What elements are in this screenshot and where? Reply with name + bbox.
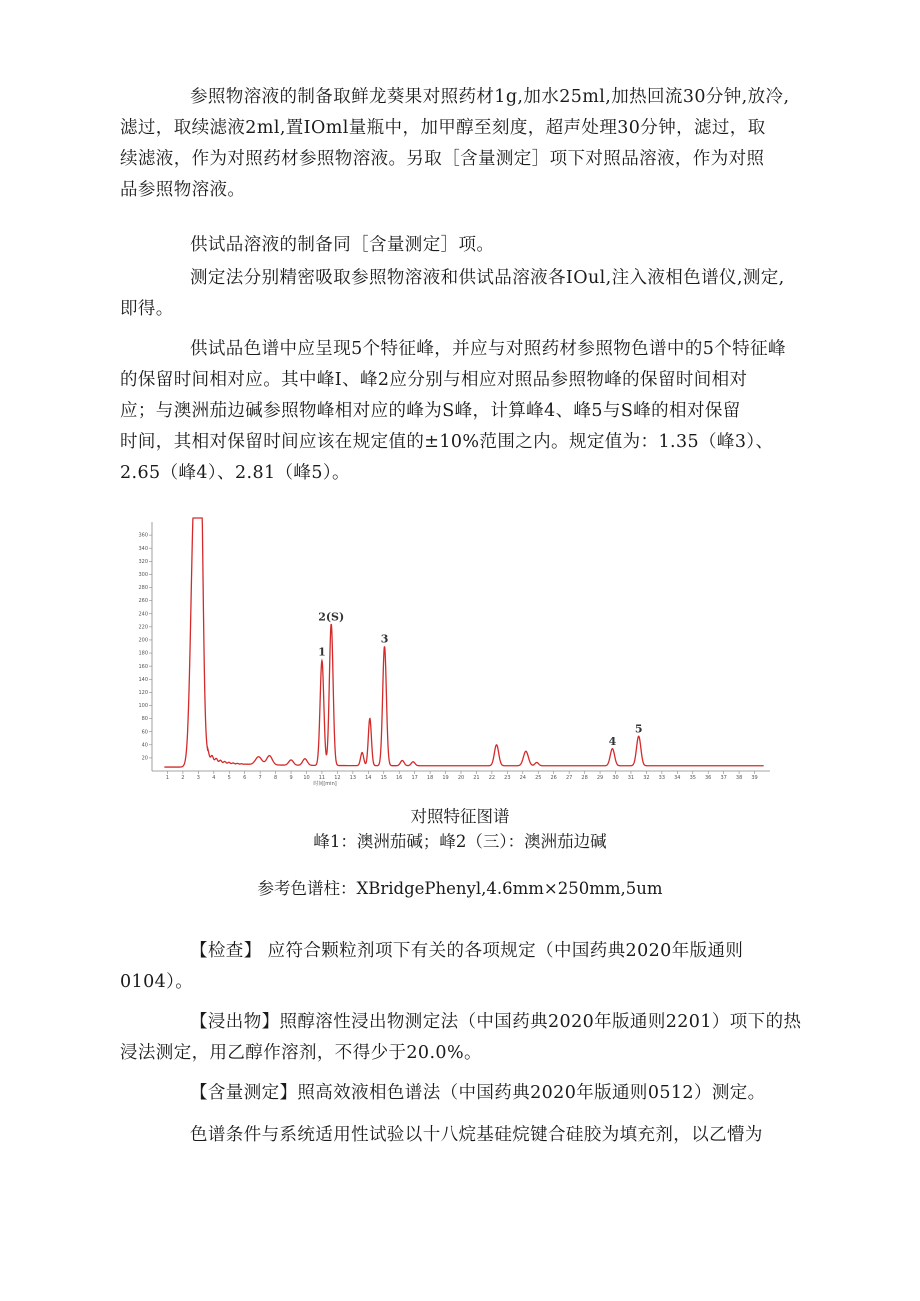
y-tick-label: 180 — [138, 650, 148, 657]
x-tick-label: 7 — [258, 775, 262, 781]
peak-label-4: 4 — [608, 734, 617, 748]
text-line: 0104）。 — [120, 972, 194, 992]
text-line: 【检查】 应符合颗粒剂项下有关的各项规定（中国药典2020年版通则 — [190, 941, 744, 961]
text-line: 2.65（峰4）、2.81（峰5）。 — [120, 463, 350, 483]
y-tick-label: 140 — [138, 676, 148, 683]
x-tick-label: 27 — [565, 775, 573, 781]
paragraph-assay — [155, 1078, 805, 1109]
x-tick-label: 1 — [165, 775, 170, 781]
chromatogram-chart — [140, 518, 776, 796]
x-tick-label: 39 — [751, 775, 758, 781]
text-line: 的保留时间相对应。其中峰I、峰2应分别与相应对照品参照物峰的保留时间相对 — [120, 370, 748, 390]
x-tick-label: 30 — [612, 775, 619, 781]
x-tick-label: 6 — [243, 775, 247, 781]
x-tick-label: 16 — [396, 775, 403, 781]
x-tick-label: 5 — [227, 775, 231, 781]
x-tick-label: 32 — [643, 775, 650, 781]
text-line: 【含量测定】照高效液相色谱法（中国药典2020年版通则0512）测定。 — [190, 1083, 766, 1103]
text-line: 即得。 — [120, 299, 174, 319]
x-tick-label: 3 — [196, 775, 200, 781]
text-line: 参照物溶液的制备取鲜龙葵果对照药材1g,加水25ml,加热回流30分钟,放冷, — [190, 87, 790, 107]
x-tick-label: 38 — [735, 775, 743, 781]
text-line: 滤过，取续滤液2ml,置IOml量瓶中，加甲醇至刻度，超声处理30分钟，滤过，取 — [120, 118, 766, 138]
text-line: 色谱条件与系统适用性试验以十八烷基硅烷键合硅胶为填充剂，以乙懵为 — [190, 1125, 763, 1145]
y-tick-label: 280 — [138, 585, 148, 592]
peak-label-3: 3 — [380, 632, 389, 646]
x-tick-label: 24 — [519, 775, 526, 781]
x-tick-label: 31 — [627, 775, 635, 781]
y-tick-label: 260 — [138, 598, 148, 605]
x-tick-label: 33 — [658, 775, 666, 781]
x-tick-label: 25 — [535, 775, 542, 781]
y-tick-label: 240 — [138, 611, 148, 618]
figure-title: 对照特征图谱 — [410, 807, 510, 826]
y-tick-label: 200 — [138, 637, 148, 644]
text-line: 品参照物溶液。 — [120, 180, 246, 200]
text-line: 【浸出物】照醇溶性浸出物测定法（中国药典2020年版通则2201）项下的热 — [190, 1012, 802, 1032]
x-tick-label: 29 — [596, 775, 604, 781]
paragraph-extract — [120, 1007, 805, 1069]
x-tick-label: 14 — [365, 775, 372, 781]
paragraph-chromatography-conditions — [155, 1120, 805, 1151]
x-tick-label: 35 — [689, 775, 696, 781]
y-tick-label: 100 — [138, 703, 148, 710]
text-line: 测定法分别精密吸取参照物溶液和供试品溶液各IOul,注入液相色谱仪,测定, — [190, 268, 785, 288]
y-tick-label: 120 — [138, 689, 148, 696]
y-tick-label: 300 — [138, 572, 148, 579]
x-tick-label: 37 — [720, 775, 727, 781]
x-tick-label: 23 — [504, 775, 511, 781]
chromatogram-trace — [164, 518, 763, 767]
x-tick-label: 2 — [181, 775, 185, 781]
paragraph-reference-solution — [120, 82, 805, 206]
paragraph-inspection — [120, 936, 805, 998]
x-axis-label: 时间[min] — [313, 781, 337, 787]
x-tick-label: 22 — [488, 775, 496, 781]
y-tick-label: 360 — [138, 532, 148, 539]
text-line: 供试品色谱中应呈现5个特征峰，并应与对照药材参照物色谱中的5个特征峰 — [190, 339, 786, 359]
figure-column-note: 参考色谱柱：XBridgePhenyl,4.6mm×250mm,5um — [257, 879, 663, 898]
x-tick-label: 9 — [289, 775, 293, 781]
x-tick-label: 18 — [426, 775, 434, 781]
peak-label-5: 5 — [634, 722, 643, 736]
y-tick-label: 60 — [141, 729, 148, 736]
x-tick-label: 4 — [212, 775, 216, 781]
paragraph-test-solution — [155, 230, 805, 261]
x-tick-label: 8 — [274, 775, 278, 781]
x-tick-label: 13 — [349, 775, 357, 781]
text-line: 浸法测定，用乙醇作溶剂，不得少于20.0%。 — [120, 1043, 482, 1063]
x-tick-label: 10 — [303, 775, 310, 781]
y-tick-label: 20 — [141, 755, 148, 762]
peak-label-1: 1 — [318, 645, 326, 659]
y-tick-label: 220 — [138, 624, 148, 631]
x-tick-label: 21 — [473, 775, 480, 781]
y-tick-label: 160 — [138, 663, 148, 670]
x-tick-label: 15 — [380, 775, 387, 781]
x-tick-label: 17 — [411, 775, 418, 781]
x-tick-label: 19 — [442, 775, 449, 781]
peak-label-2: 2(S) — [318, 610, 345, 624]
x-tick-label: 34 — [674, 775, 681, 781]
y-tick-label: 40 — [141, 742, 148, 749]
text-line: 时间，其相对保留时间应该在规定值的±10%范围之内。规定值为：1.35（峰3）、 — [120, 432, 774, 452]
figure-legend: 峰1：澳洲茄碱；峰2（三）：澳洲茄边碱 — [313, 832, 607, 851]
paragraph-characteristic-peaks — [120, 334, 805, 489]
y-tick-label: 320 — [138, 558, 148, 565]
x-tick-label: 26 — [550, 775, 557, 781]
text-line: 供试品溶液的制备同［含量测定］项。 — [190, 235, 495, 255]
x-tick-label: 28 — [581, 775, 588, 781]
x-tick-label: 12 — [334, 775, 341, 781]
y-tick-label: 80 — [141, 716, 148, 723]
y-tick-label: 340 — [138, 545, 148, 552]
x-tick-label: 36 — [705, 775, 712, 781]
x-tick-label: 20 — [457, 775, 465, 781]
paragraph-method — [120, 263, 805, 325]
text-line: 续滤液，作为对照药材参照物溶液。另取［含量测定］项下对照品溶液，作为对照 — [120, 149, 765, 169]
x-tick-label: 11 — [318, 775, 326, 781]
text-line: 应；与澳洲茄边碱参照物峰相对应的峰为S峰，计算峰4、峰5与S峰的相对保留 — [120, 401, 741, 421]
